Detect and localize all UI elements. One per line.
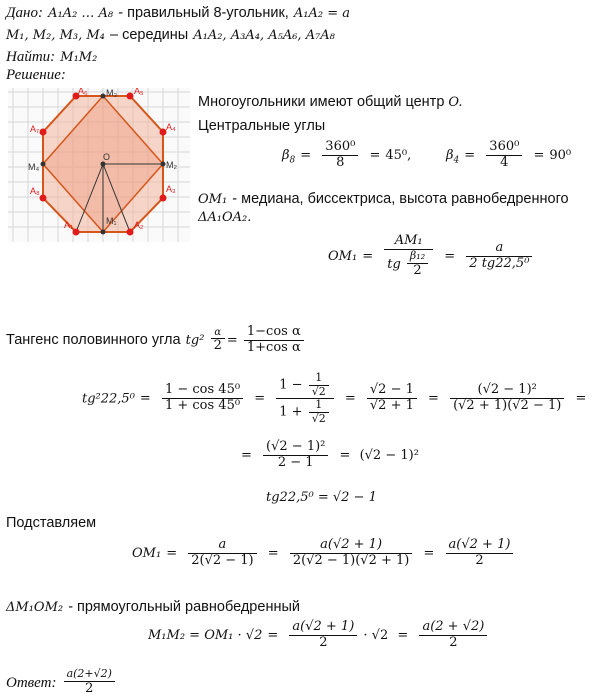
find-label: Найти: <box>6 49 56 65</box>
tg-f3-den: √2 + 1 <box>369 398 414 414</box>
om1-den-den: 2 <box>413 262 422 278</box>
tg-line2-num: (√2 − 1)² <box>266 439 326 454</box>
tg-result-line: tg22,5⁰ = √2 − 1 <box>266 490 377 505</box>
tg-squared-line: tg²22,5⁰ = $\frac{\text{1 − cos 45⁰}}{\text{1 + cos 45⁰}}$ = 1 − $\frac{1}{√2}$ 1 + $\frac{1}{√2}$ = $\frac{√2 - 1}{√2 + 1}$ = $\frac{\text{(√2 − 1)²}}{(√2 + 1)(√2 - 1)}$ = <box>82 371 587 425</box>
substitute-line: OM₁ = $\frac{a}{2(√2 - 1)}$ = $\frac{a(√2 + 1)}{2(√2 - 1)(√2 + 1)}$ = $\frac{a(√2 + 1)}{2}$ <box>132 538 515 569</box>
label-m3: M₃ <box>106 88 118 98</box>
sub-f2-den: 2(√2 − 1)(√2 + 1) <box>292 552 410 568</box>
sub-f3-num: a(√2 + 1) <box>448 537 511 552</box>
tg-f1-num: 1 − cos 45⁰ <box>164 382 241 398</box>
tangent-formula-lhs: tg² <box>185 332 205 348</box>
label-a6: A₆ <box>78 88 88 96</box>
given-label: Дано: <box>6 5 43 21</box>
m1m2-f1-tail: · √2 <box>363 627 389 643</box>
beta8-result: 45⁰, <box>385 147 412 163</box>
label-m1: M₁ <box>106 216 117 226</box>
sub-f1-num: a <box>218 537 227 552</box>
given-polygon: A₁A₂ … A₈ <box>48 6 114 21</box>
m1m2-f1-num: a(√2 + 1) <box>292 619 355 634</box>
om1-num: AM₁ <box>394 233 423 248</box>
midpoints-text: – середины <box>109 27 189 43</box>
beta8-num: 360⁰ <box>325 139 356 154</box>
m1m2-line: M₁M₂ = OM₁ · √2 = $\frac{a(√2 + 1)}{2}$ · √2 = $\frac{a(2 + √2)}{2}$ <box>148 620 489 651</box>
answer-num: a(2+√2) <box>66 667 112 680</box>
m1m2-f2-num: a(2 + √2) <box>422 619 485 634</box>
beta4-result: 90⁰ <box>549 147 572 163</box>
given-text: - правильный 8-угольник, <box>118 5 289 21</box>
tangent-title: Тангенс половинного угла <box>6 331 181 348</box>
om1-res-num: a <box>495 239 504 255</box>
tg-line2-res: (√2 − 1)² <box>359 447 419 463</box>
find-value: M₁M₂ <box>60 50 98 65</box>
solution-label: Решение: <box>6 67 66 83</box>
given-side: A₁A₂ = a <box>293 6 351 21</box>
triangle2-title-line <box>6 596 300 615</box>
center-var: O. <box>448 95 463 110</box>
label-a7: A₇ <box>30 124 40 134</box>
midpoints-list: M₁, M₂, M₃, M₄ <box>6 28 105 43</box>
om1-den-num: β₁₂ <box>409 248 426 262</box>
label-a5: A₅ <box>134 88 144 96</box>
tg-f3-num: √2 − 1 <box>369 382 414 398</box>
sub-f1-den: 2(√2 − 1) <box>191 552 254 568</box>
tg-f4-num: (√2 − 1)² <box>477 382 537 398</box>
label-o: O <box>103 152 111 162</box>
label-a8: A₈ <box>30 186 40 196</box>
common-center-text: Многоугольники имеют общий центр <box>198 94 445 110</box>
label-a3: A₃ <box>166 184 176 194</box>
m1m2-lhs: M₁M₂ = OM₁ · √2 <box>148 627 263 643</box>
label-a2: A₂ <box>134 220 144 230</box>
triangle-line: ΔA₁OA₂. <box>198 210 252 225</box>
median-line <box>198 188 569 207</box>
given-line <box>6 2 350 22</box>
beta4-num: 360⁰ <box>489 139 520 154</box>
midpoints-line <box>6 24 335 43</box>
om1-formula: OM₁ = AM₁ tg $\frac{\text{β₁₂}}{2}$ = $\frac{a}{\text{2 tg22,5⁰}}$ <box>328 234 534 279</box>
m1m2-f2-den: 2 <box>449 634 458 650</box>
label-m4: M₄ <box>28 162 40 172</box>
answer-line <box>6 668 117 697</box>
answer-label: Ответ: <box>6 674 57 691</box>
median-text: - медиана, биссектриса, высота равнобедренного <box>232 191 569 207</box>
label-a1: A₁ <box>64 220 74 230</box>
tangent-title-line: Тангенс половинного угла tg² $\frac{\alpha}{2}$ = $\frac{\text{1−cos α}}{\text{1+cos α}}$ <box>6 325 306 356</box>
om1-res-den: 2 tg22,5⁰ <box>469 255 530 271</box>
central-angles-title: Центральные углы <box>198 118 326 134</box>
common-center-line <box>198 94 462 110</box>
tg-second-line: = $\frac{\text{(√2 − 1)²}}{2 - 1}$ = (√2 − 1)² <box>241 439 419 470</box>
triangle2-text: - прямоугольный равнобедренный <box>68 599 300 615</box>
median-var: OM₁ <box>198 192 228 207</box>
label-a4: A₄ <box>166 122 176 132</box>
om1-den-tg: tg <box>387 256 401 272</box>
sub-f2-num: a(√2 + 1) <box>320 537 383 552</box>
m1m2-f1-den: 2 <box>319 634 328 650</box>
substitute-title: Подставляем <box>6 515 97 531</box>
tangent-formula-den: 1+cos α <box>246 339 301 355</box>
midpoints-of: A₁A₂, A₃A₄, A₅A₆, A₇A₈ <box>193 28 335 43</box>
find-line <box>6 46 97 66</box>
answer-den: 2 <box>85 680 94 696</box>
tg-f1-den: 1 + cos 45⁰ <box>164 398 241 414</box>
om1-lhs: OM₁ <box>328 248 358 264</box>
beta4-den: 4 <box>500 154 509 170</box>
beta4-formula: $\beta_4$ = $\frac{\text{360⁰}}{4}$ = 90⁰ <box>446 139 572 170</box>
sub-f3-den: 2 <box>475 552 484 568</box>
sub-lhs: OM₁ <box>132 545 162 561</box>
tg-line2-den: 2 − 1 <box>277 454 314 470</box>
tg-f4-den: (√2 + 1)(√2 − 1) <box>453 398 562 414</box>
tg-lhs: tg²22,5⁰ <box>82 391 135 407</box>
triangle2-var: ΔM₁OM₂ <box>6 600 64 615</box>
beta8-formula: $\beta_8$ = $\frac{\text{360⁰}}{8}$ = 45⁰, <box>282 139 412 170</box>
tangent-formula-num: 1−cos α <box>246 324 301 339</box>
label-m2: M₂ <box>166 160 177 170</box>
beta8-den: 8 <box>336 154 345 170</box>
octagon-figure <box>8 88 190 242</box>
